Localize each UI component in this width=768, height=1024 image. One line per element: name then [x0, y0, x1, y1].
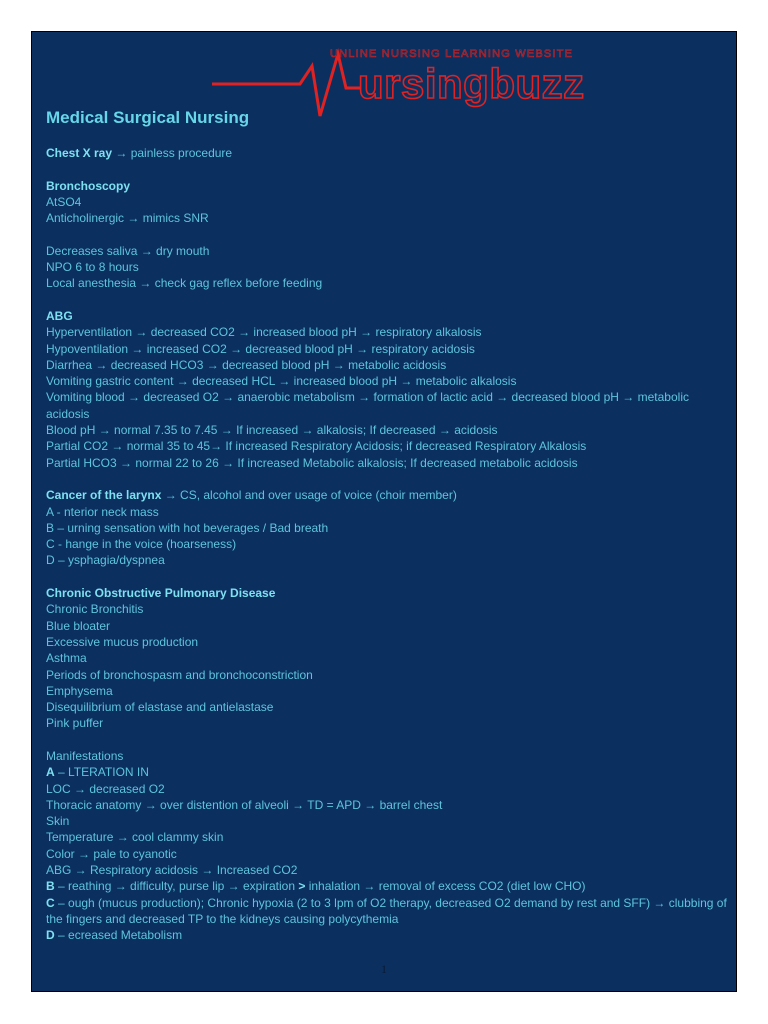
page-title: Medical Surgical Nursing: [46, 108, 250, 127]
abg-line: Hyperventilation → decreased CO2 → increased blood pH → respiratory alkalosis: [46, 325, 482, 340]
manifestation-line: LOC → decreased O2: [46, 781, 165, 796]
larynx-item: D – ysphagia/dyspnea: [46, 553, 165, 568]
abg-line: Partial CO2 → normal 35 to 45→ If increased Respiratory Acidosis; if decreased Respiratory Alkalosis: [46, 439, 587, 454]
abg-line: Hypoventilation → increased CO2 → decreased blood pH → respiratory acidosis: [46, 341, 475, 356]
manifestation-b: [46, 878, 728, 894]
abg-line: Blood pH → normal 7.35 to 7.45 → If increased → alkalosis; If decreased → acidosis: [46, 423, 498, 438]
manifestation-line: Temperature → cool clammy skin: [46, 830, 224, 845]
larynx-item: C - hange in the voice (hoarseness): [46, 537, 237, 552]
page-number: 1: [381, 962, 387, 976]
copd-line: Blue bloater: [46, 618, 111, 633]
manifestation-a-text: – LTERATION IN: [54, 765, 149, 780]
manifestation-b-key: B: [46, 879, 55, 894]
bronchoscopy-line: Decreases saliva → dry mouth: [46, 243, 210, 258]
bronchoscopy-line: AtSO4: [46, 194, 82, 209]
manifestation-d-key: D: [46, 928, 55, 943]
copd-line: Chronic Bronchitis: [46, 602, 144, 617]
manifestation-c-key: C: [46, 895, 55, 910]
manifestation-c: [46, 895, 728, 928]
copd-line: Disequilibrium of elastase and antielastase: [46, 700, 274, 715]
larynx-item: B – urning sensation with hot beverages / Bad breath: [46, 520, 329, 535]
abg-line: Vomiting blood → decreased O2 → anaerobic metabolism → formation of lactic acid → decreased blood pH → metabolic acidosis: [46, 390, 689, 421]
manifestation-line: Thoracic anatomy → over distention of alveoli → TD = APD → barrel chest: [46, 797, 443, 812]
logo-wordmark: ursingbuzz: [358, 60, 585, 107]
manifestation-line: Skin: [46, 814, 70, 829]
chest-xray-title: Chest X ray: [46, 146, 113, 160]
document-page: [31, 31, 737, 992]
abg-line: Diarrhea → decreased HCO3 → decreased blood pH → metabolic acidosis: [46, 357, 447, 372]
copd-line: Excessive mucus production: [46, 634, 199, 649]
bronchoscopy-line: NPO 6 to 8 hours: [46, 260, 139, 275]
larynx-item: A - nterior neck mass: [46, 504, 159, 519]
abg-line: Partial HCO3 → normal 22 to 26 → If increased Metabolic alkalosis; If decreased metabolic acidosis: [46, 455, 578, 470]
manifestation-a: [46, 764, 728, 780]
copd-line: Asthma: [46, 651, 87, 666]
manifestation-line: ABG → Respiratory acidosis → Increased CO2: [46, 863, 298, 878]
bronchoscopy-line: Local anesthesia → check gag reflex before feeding: [46, 276, 323, 291]
copd-line: Periods of bronchospasm and bronchoconstriction: [46, 667, 313, 682]
larynx-text: → CS, alcohol and over usage of voice (choir member): [161, 488, 457, 503]
bronchoscopy-line: Anticholinergic → mimics SNR: [46, 211, 209, 226]
chest-xray-text: → painless procedure: [112, 146, 233, 160]
copd-line: Emphysema: [46, 683, 113, 698]
manifestation-c-text: – ough (mucus production); Chronic hypoxia (2 to 3 lpm of O2 therapy, decreased O2 demand by rest and SFF) → clubbing of the fingers and decreased TP to the kidneys causing polycythemia: [46, 895, 727, 926]
manifestation-b-text: – reathing → difficulty, purse lip → expiration: [54, 879, 299, 894]
manifestation-b-text-end: inhalation → removal of excess CO2 (diet low CHO): [305, 879, 586, 894]
bronchoscopy-title: Bronchoscopy: [46, 178, 131, 193]
copd-line: Pink puffer: [46, 716, 104, 731]
logo-tagline: UNLINE NURSING LEARNING WEBSITE: [330, 48, 574, 60]
abg-title: ABG: [46, 308, 73, 323]
nursingbuzz-logo: [212, 46, 622, 128]
notes-content: [46, 145, 728, 944]
manifestation-d: [46, 927, 728, 943]
larynx-title: Cancer of the larynx: [46, 488, 162, 503]
copd-title: Chronic Obstructive Pulmonary Disease: [46, 586, 276, 601]
chest-xray-line: [46, 145, 728, 161]
larynx-line: [46, 487, 728, 503]
abg-line: Vomiting gastric content → decreased HCL → increased blood pH → metabolic alkalosis: [46, 374, 517, 389]
manifestation-d-text: – ecreased Metabolism: [54, 928, 183, 943]
manifestation-line: Color → pale to cyanotic: [46, 846, 177, 861]
greater-than-symbol: >: [298, 879, 306, 894]
manifestation-a-key: A: [46, 765, 55, 780]
manifestations-title: Manifestations: [46, 748, 124, 763]
